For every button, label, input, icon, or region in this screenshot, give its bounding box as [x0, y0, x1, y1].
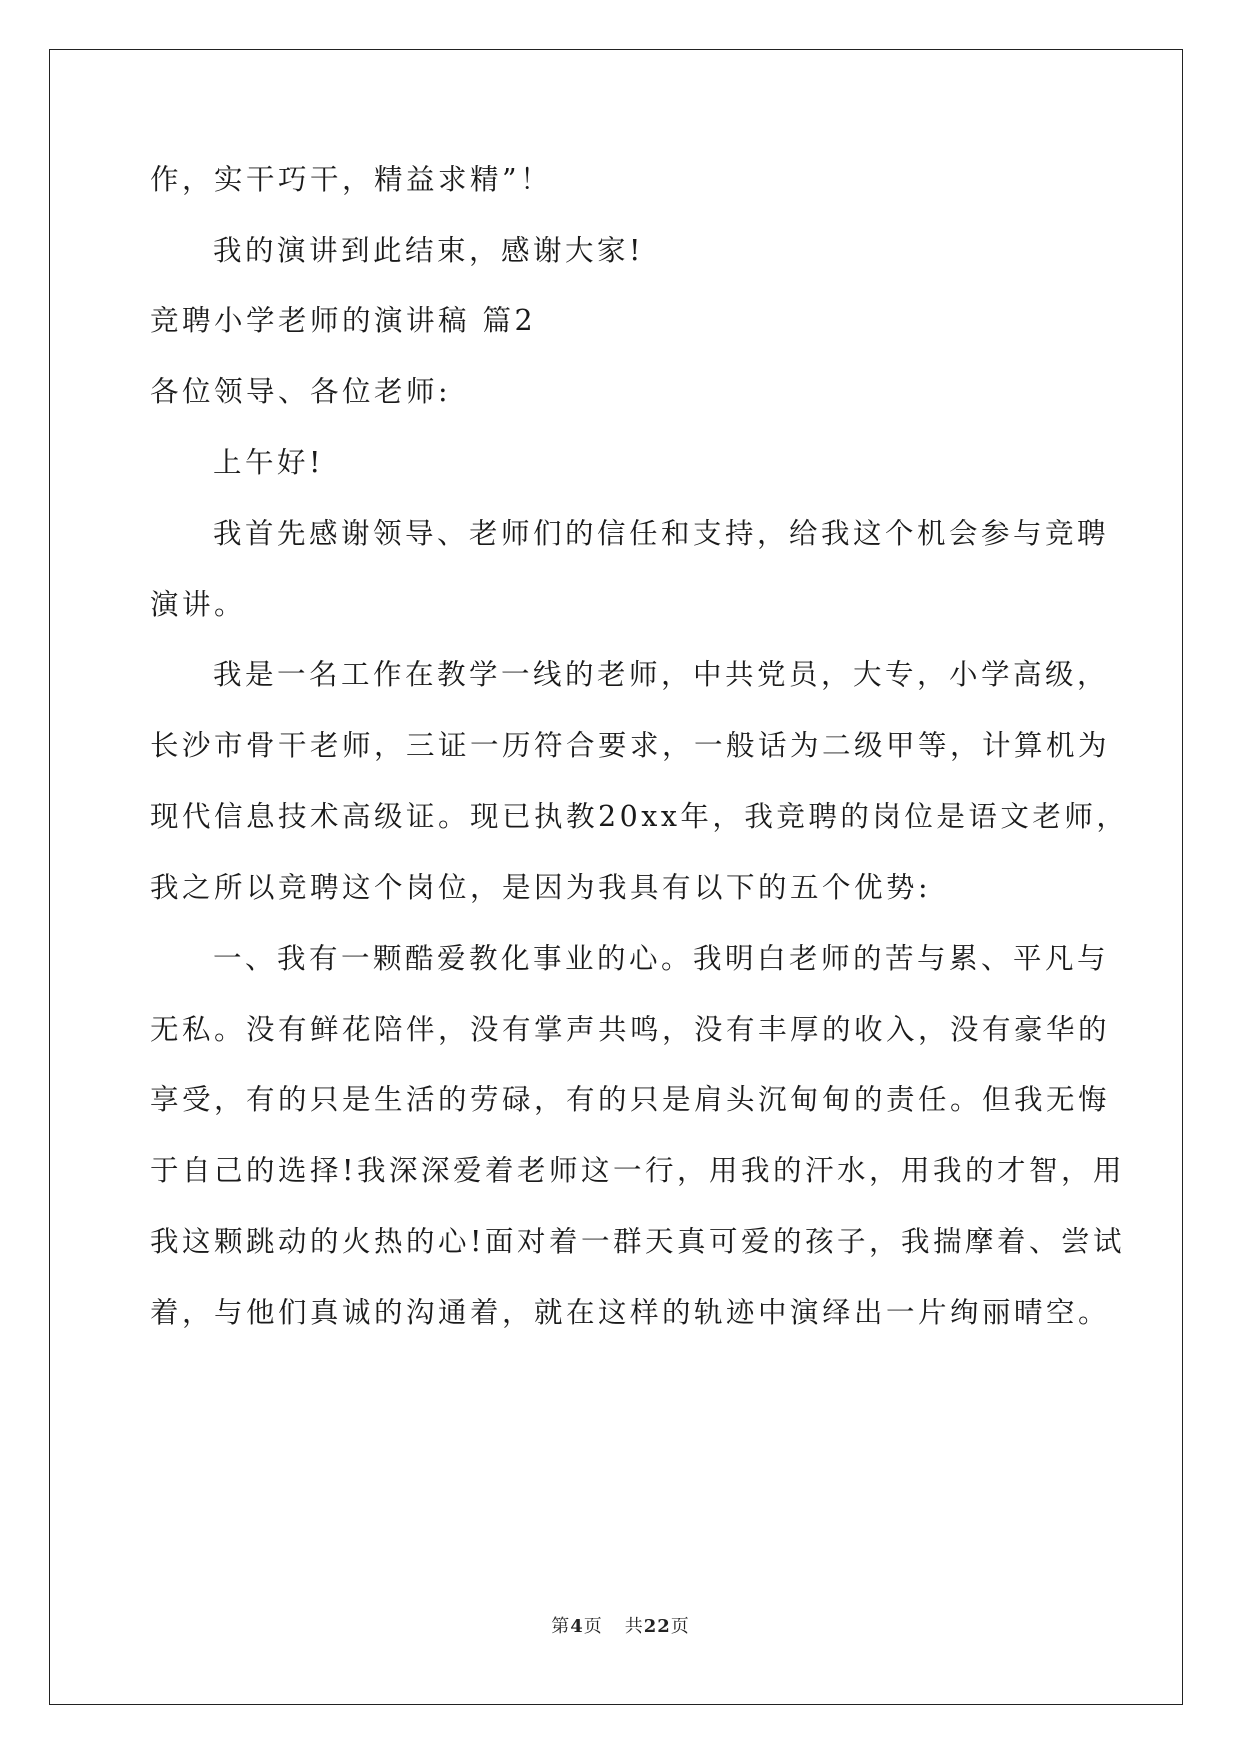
greeting: 上午好! — [213, 446, 324, 479]
text-line: 我之所以竞聘这个岗位，是因为我具有以下的五个优势: — [150, 871, 932, 904]
total-suffix: 页 — [670, 1616, 690, 1637]
text-line: 作，实干巧干，精益求精”！ — [150, 163, 553, 196]
text-line: 现代信息技术高级证。现已执教20xx年，我竞聘的岗位是语文老师， — [150, 800, 1129, 833]
total-prefix: 共 — [624, 1616, 644, 1637]
text-line: 一、我有一颗酷爱教化事业的心。我明白老师的苦与累、平凡与 — [213, 942, 1110, 975]
text-line: 长沙市骨干老师，三证一历符合要求，一般话为二级甲等，计算机为 — [150, 729, 1111, 762]
text-line: 我这颗跳动的火热的心!面对着一群天真可爱的孩子，我揣摩着、尝试 — [150, 1225, 1125, 1258]
salutation: 各位领导、各位老师: — [150, 375, 452, 408]
text-line: 我首先感谢领导、老师们的信任和支持，给我这个机会参与竞聘 — [213, 517, 1110, 550]
section-heading: 竞聘小学老师的演讲稿 篇2 — [150, 304, 537, 337]
text-line: 演讲。 — [150, 588, 247, 621]
text-line: 无私。没有鲜花陪伴，没有掌声共鸣，没有丰厚的收入，没有豪华的 — [150, 1013, 1111, 1046]
text-line: 享受，有的只是生活的劳碌，有的只是肩头沉甸甸的责任。但我无悔 — [150, 1083, 1111, 1116]
page-number: 4 — [570, 1616, 584, 1637]
text-line: 我的演讲到此结束，感谢大家! — [213, 234, 644, 267]
page-prefix: 第 — [551, 1616, 571, 1637]
total-pages: 22 — [643, 1616, 671, 1637]
page-footer — [0, 1612, 1241, 1638]
page-suffix: 页 — [583, 1616, 603, 1637]
text-line: 于自己的选择!我深深爱着老师这一行，用我的汗水，用我的才智，用 — [150, 1154, 1125, 1187]
text-line: 我是一名工作在教学一线的老师，中共党员，大专，小学高级， — [213, 658, 1110, 691]
text-line: 着，与他们真诚的沟通着，就在这样的轨迹中演绎出一片绚丽晴空。 — [150, 1296, 1111, 1329]
